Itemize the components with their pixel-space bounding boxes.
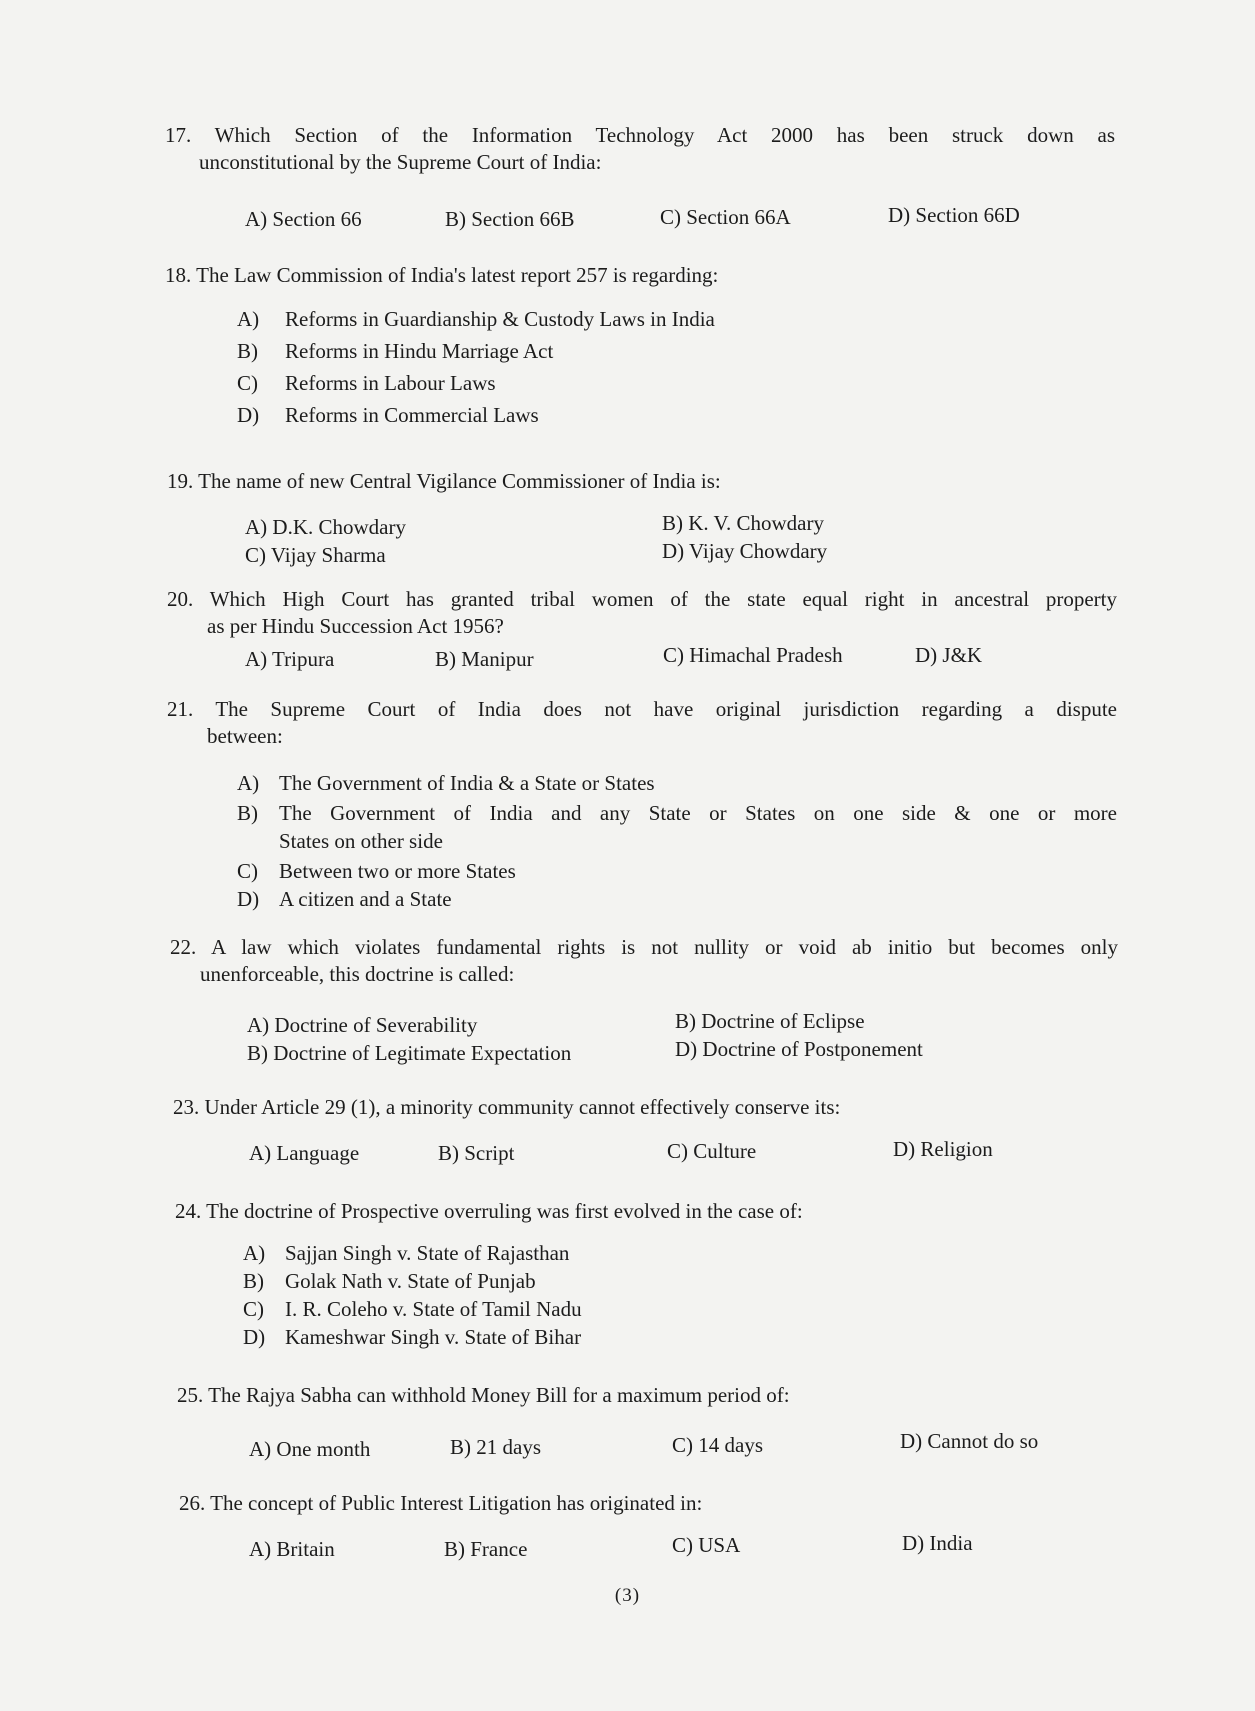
question-21 [167,696,1117,750]
option-d: D) Vijay Chowdary [662,539,828,563]
option-b: B) The Government of India and any State or States on one side & one or more [237,801,1117,825]
option-c: C) I. R. Coleho v. State of Tamil Nadu [243,1297,582,1321]
option-c: C) Between two or more States [237,859,516,883]
option-a: A) Tripura [245,647,335,671]
option-c: B) Doctrine of Legitimate Expectation [247,1041,572,1065]
option-c: C) Reforms in Labour Laws [237,371,496,395]
question-18-stem: 18. The Law Commission of India's latest report 257 is regarding: [165,263,719,287]
option-b: B) Golak Nath v. State of Punjab [243,1269,536,1293]
option-a: A) D.K. Chowdary [245,515,406,539]
option-a: A) Doctrine of Severability [247,1013,478,1037]
option-d: D) Kameshwar Singh v. State of Bihar [243,1325,582,1349]
option-b: B) Doctrine of Eclipse [675,1009,865,1033]
option-d: D) Doctrine of Postponement [675,1037,923,1061]
question-stem-continued: unconstitutional by the Supreme Court of India: [199,150,602,174]
question-25-stem: 25. The Rajya Sabha can withhold Money Bill for a maximum period of: [177,1383,790,1407]
option-c: C) Section 66A [660,205,791,229]
option-b: B) 21 days [450,1435,541,1459]
option-b: B) France [444,1537,528,1561]
option-a: A) Section 66 [245,207,362,231]
question-stem-continued: as per Hindu Succession Act 1956? [207,614,504,638]
option-d: D) A citizen and a State [237,887,452,911]
option-b: B) Script [438,1141,515,1165]
option-b-continued: States on other side [279,829,443,853]
option-c: C) Himachal Pradesh [663,643,843,667]
question-26-stem: 26. The concept of Public Interest Litigation has originated in: [179,1491,703,1515]
option-b: B) Section 66B [445,207,575,231]
option-d: D) India [902,1531,973,1555]
option-c: C) USA [672,1533,741,1557]
option-d: D) Section 66D [888,203,1020,227]
option-a: A) Reforms in Guardianship & Custody Laws in India [237,307,715,331]
question-17 [165,122,1115,176]
option-a: A) The Government of India & a State or States [237,771,655,795]
option-b: B) Reforms in Hindu Marriage Act [237,339,554,363]
option-b: B) Manipur [435,647,534,671]
option-d: D) J&K [915,643,983,667]
question-stem: 21. The Supreme Court of India does not have original jurisdiction regarding a dispute [167,697,1117,721]
question-24-stem: 24. The doctrine of Prospective overruling was first evolved in the case of: [175,1199,803,1223]
option-a: A) Language [249,1141,360,1165]
option-a: A) Sajjan Singh v. State of Rajasthan [243,1241,570,1265]
option-d: D) Reforms in Commercial Laws [237,403,539,427]
question-stem-continued: between: [207,724,283,748]
option-a: A) Britain [249,1537,335,1561]
question-stem: 20. Which High Court has granted tribal women of the state equal right in ancestral property [167,587,1117,611]
option-c: C) 14 days [672,1433,763,1457]
question-stem: 17. Which Section of the Information Technology Act 2000 has been struck down as [165,123,1115,147]
option-c: C) Culture [667,1139,757,1163]
option-a: A) One month [249,1437,371,1461]
option-d: D) Cannot do so [900,1429,1039,1453]
page-number: (3) [614,1585,641,1606]
question-22 [170,934,1118,988]
option-c: C) Vijay Sharma [245,543,386,567]
question-20 [167,586,1117,640]
option-b: B) K. V. Chowdary [662,511,824,535]
question-stem: 22. A law which violates fundamental rights is not nullity or void ab initio but becomes only [170,935,1118,959]
question-23-stem: 23. Under Article 29 (1), a minority community cannot effectively conserve its: [173,1095,841,1119]
option-d: D) Religion [893,1137,993,1161]
question-19-stem: 19. The name of new Central Vigilance Commissioner of India is: [167,469,721,493]
question-stem-continued: unenforceable, this doctrine is called: [200,962,515,986]
